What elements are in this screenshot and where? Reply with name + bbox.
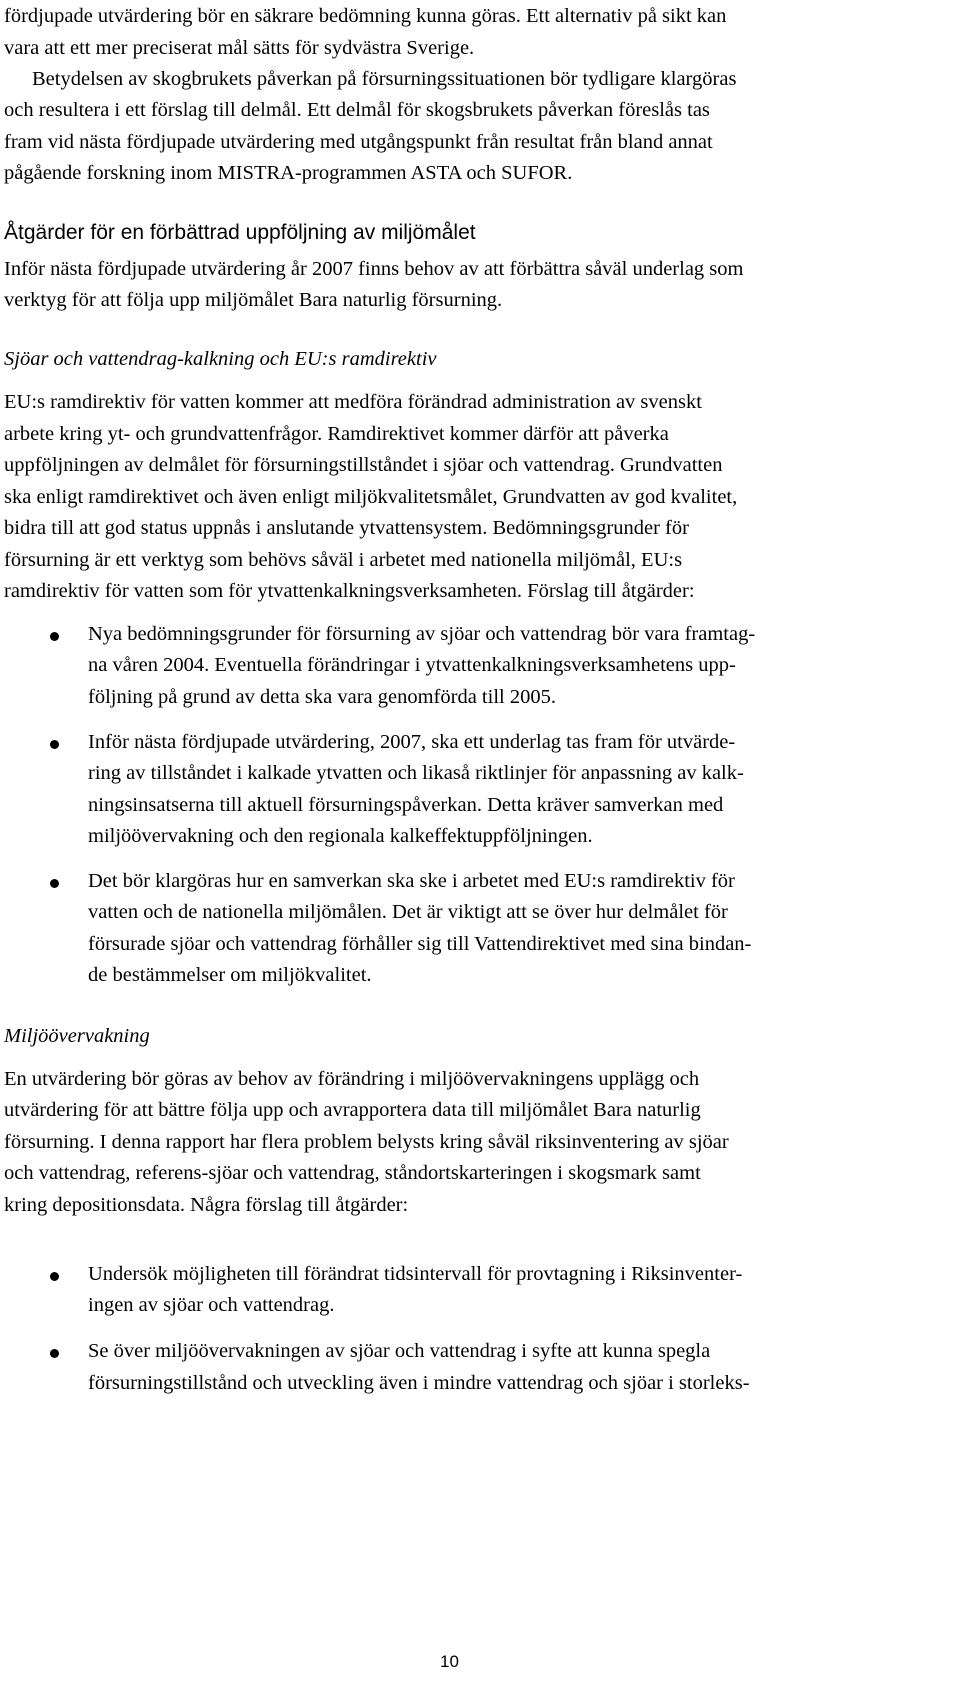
paragraph-line: pågående forskning inom MISTRA-programmen ASTA och SUFOR. — [4, 162, 573, 184]
list-item-line: ingen av sjöar och vattendrag. — [88, 1294, 335, 1316]
paragraph-line: vara att ett mer preciserat mål sätts för sydvästra Sverige. — [4, 37, 475, 59]
paragraph-line: Betydelsen av skogbrukets påverkan på försurningssituationen bör tydligare klargöras — [32, 68, 737, 90]
list-item-line: försurningstillstånd och utveckling även i mindre vattendrag och sjöar i storleks- — [88, 1372, 750, 1394]
paragraph-line: ska enligt ramdirektivet och även enligt miljökvalitetsmålet, Grundvatten av god kvalitet, — [4, 486, 738, 508]
paragraph-line: utvärdering för att bättre följa upp och avrapportera data till miljömålet Bara naturlig — [4, 1099, 701, 1121]
bullet-icon — [50, 632, 59, 641]
list-item-line: na våren 2004. Eventuella förändringar i ytvattenkalkningsverksamhetens upp- — [88, 654, 736, 676]
subsection-title: Miljöövervakning — [4, 1025, 150, 1047]
paragraph-line: fram vid nästa fördjupade utvärdering med utgångspunkt från resultat från bland annat — [4, 131, 713, 153]
paragraph-line: försurning. I denna rapport har flera problem belysts kring såväl riksinventering av sjöar — [4, 1131, 729, 1153]
section-heading: Åtgärder för en förbättrad uppföljning av miljömålet — [4, 221, 476, 244]
list-item-line: ring av tillståndet i kalkade ytvatten och likaså riktlinjer för anpassning av kalk- — [88, 762, 744, 784]
bullet-icon — [50, 740, 59, 749]
page-number: 10 — [440, 1652, 459, 1671]
list-item-line: ningsinsatserna till aktuell försurningspåverkan. Detta kräver samverkan med — [88, 794, 724, 816]
list-item-line: de bestämmelser om miljökvalitet. — [88, 964, 372, 986]
paragraph-line: verktyg för att följa upp miljömålet Bara naturlig försurning. — [4, 289, 503, 311]
list-item-line: Undersök möjligheten till förändrat tidsintervall för provtagning i Riksinventer- — [88, 1263, 743, 1285]
paragraph-line: En utvärdering bör göras av behov av förändring i miljöövervakningens upplägg och — [4, 1068, 700, 1090]
paragraph-line: och vattendrag, referens-sjöar och vattendrag, ståndortskarteringen i skogsmark samt — [4, 1162, 701, 1184]
paragraph-line: EU:s ramdirektiv för vatten kommer att medföra förändrad administration av svenskt — [4, 391, 702, 413]
list-item-line: Inför nästa fördjupade utvärdering, 2007, ska ett underlag tas fram för utvärde- — [88, 731, 736, 753]
bullet-icon — [50, 879, 59, 888]
paragraph-line: Inför nästa fördjupade utvärdering år 2007 finns behov av att förbättra såväl underlag som — [4, 258, 744, 280]
bullet-icon — [50, 1272, 59, 1281]
paragraph-line: fördjupade utvärdering bör en säkrare bedömning kunna göras. Ett alternativ på sikt kan — [4, 5, 727, 27]
document-page — [4, 0, 956, 1683]
list-item-line: Nya bedömningsgrunder för försurning av sjöar och vattendrag bör vara framtag- — [88, 623, 756, 645]
paragraph-line: kring depositionsdata. Några förslag till åtgärder: — [4, 1194, 409, 1216]
paragraph-line: bidra till att god status uppnås i anslutande ytvattensystem. Bedömningsgrunder för — [4, 517, 689, 539]
list-item-line: följning på grund av detta ska vara genomförda till 2005. — [88, 686, 556, 708]
list-item-line: Se över miljöövervakningen av sjöar och vattendrag i syfte att kunna spegla — [88, 1340, 711, 1362]
bullet-icon — [50, 1349, 59, 1358]
paragraph-line: och resultera i ett förslag till delmål. Ett delmål för skogsbrukets påverkan föreslås tas — [4, 99, 710, 121]
paragraph-line: försurning är ett verktyg som behövs såväl i arbetet med nationella miljömål, EU:s — [4, 549, 683, 571]
list-item-line: miljöövervakning och den regionala kalkeffektuppföljningen. — [88, 825, 593, 847]
subsection-title: Sjöar och vattendrag-kalkning och EU:s ramdirektiv — [4, 348, 437, 370]
list-item-line: vatten och de nationella miljömålen. Det är viktigt att se över hur delmålet för — [88, 901, 728, 923]
paragraph-line: arbete kring yt- och grundvattenfrågor. Ramdirektivet kommer därför att påverka — [4, 423, 669, 445]
list-item-line: Det bör klargöras hur en samverkan ska ske i arbetet med EU:s ramdirektiv för — [88, 870, 735, 892]
paragraph-line: uppföljningen av delmålet för försurningstillståndet i sjöar och vattendrag. Grundvatten — [4, 454, 723, 476]
paragraph-line: ramdirektiv för vatten som för ytvattenkalkningsverksamheten. Förslag till åtgärder: — [4, 580, 695, 602]
list-item-line: försurade sjöar och vattendrag förhåller sig till Vattendirektivet med sina bindan- — [88, 933, 752, 955]
